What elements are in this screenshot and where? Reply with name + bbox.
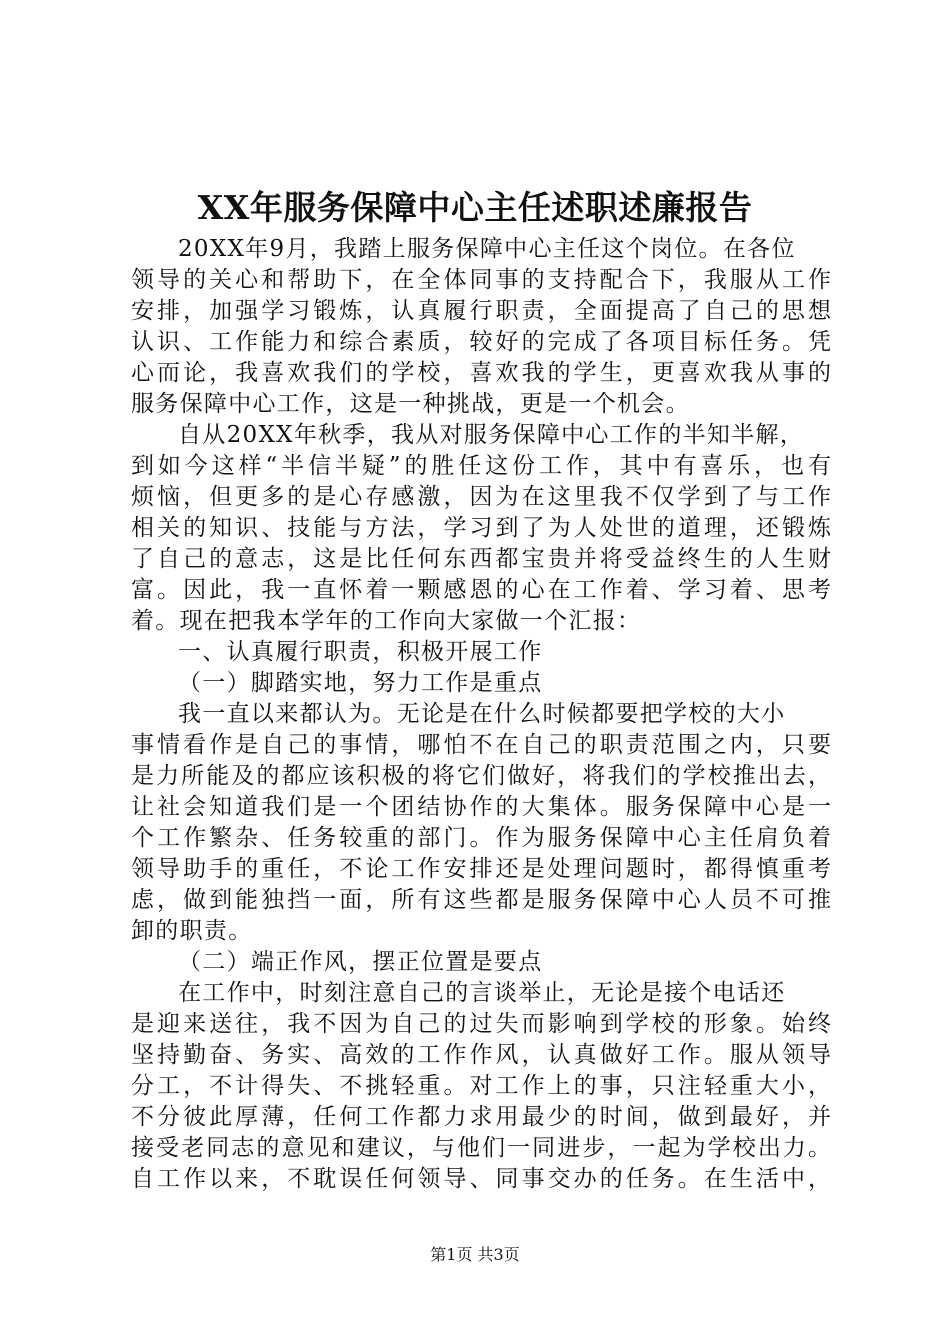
body-line: 相关的知识、技能与方法，学习到了为人处世的道理，还锻炼 (131, 515, 831, 541)
body-line: 安排，加强学习锻炼，认真履行职责，全面提高了自己的思想 (131, 298, 831, 324)
body-line: 到如今这样“半信半疑”的胜任这份工作，其中有喜乐，也有 (131, 453, 831, 479)
body-line: 接受老同志的意见和建议，与他们一同进步，一起为学校出力。 (131, 1135, 831, 1161)
body-line: 领导助手的重任，不论工作安排还是处理问题时，都得慎重考 (131, 856, 831, 882)
body-line: 我一直以来都认为。无论是在什么时候都要把学校的大小 (178, 701, 786, 727)
body-line: 不分彼此厚薄，任何工作都力求用最少的时间，做到最好，并 (131, 1104, 831, 1130)
body-line: 让社会知道我们是一个团结协作的大集体。服务保障中心是一 (131, 794, 831, 820)
body-line: 着。现在把我本学年的工作向大家做一个汇报： (131, 608, 642, 634)
body-line: 烦恼，但更多的是心存感激，因为在这里我不仅学到了与工作 (131, 484, 831, 510)
body-line: 分工，不计得失、不挑轻重。对工作上的事，只注轻重大小， (131, 1073, 831, 1099)
subsection-heading: （二）端正作风，摆正位置是要点 (178, 949, 543, 975)
body-line: 是力所能及的都应该积极的将它们做好，将我们的学校推出去， (131, 763, 831, 789)
subsection-heading: （一）脚踏实地，努力工作是重点 (178, 670, 543, 696)
body-line: 认识、工作能力和综合素质，较好的完成了各项目标任务。凭 (131, 329, 831, 355)
body-line: 了自己的意志，这是比任何东西都宝贵并将受益终生的人生财 (131, 546, 831, 572)
body-line: 自从20XX年秋季，我从对服务保障中心工作的半知半解， (178, 422, 805, 448)
body-line: 领导的关心和帮助下，在全体同事的支持配合下，我服从工作 (131, 267, 831, 293)
body-line: 自工作以来，不耽误任何领导、同事交办的任务。在生活中， (131, 1166, 831, 1192)
body-line: 富。因此，我一直怀着一颗感恩的心在工作着、学习着、思考 (131, 577, 831, 603)
body-line: 事情看作是自己的事情，哪怕不在自己的职责范围之内，只要 (131, 732, 831, 758)
document-title: XX年服务保障中心主任述职述廉报告 (197, 188, 753, 227)
body-line: 在工作中，时刻注意自己的言谈举止，无论是接个电话还 (178, 980, 786, 1006)
body-line: 坚持勤奋、务实、高效的工作作风，认真做好工作。服从领导 (131, 1042, 831, 1068)
body-line: 心而论，我喜欢我们的学校，喜欢我的学生，更喜欢我从事的 (131, 360, 831, 386)
page-footer: 第1页 共3页 (430, 1245, 520, 1264)
body-line: 虑，做到能独挡一面，所有这些都是服务保障中心人员不可推 (131, 887, 831, 913)
body-line: 20XX年9月，我踏上服务保障中心主任这个岗位。在各位 (178, 236, 796, 262)
body-line: 服务保障中心工作，这是一种挑战，更是一个机会。 (131, 391, 690, 417)
body-line: 卸的职责。 (131, 918, 253, 944)
document-body (131, 234, 831, 1195)
body-line: 个工作繁杂、任务较重的部门。作为服务保障中心主任肩负着 (131, 825, 831, 851)
section-heading: 一、认真履行职责，积极开展工作 (178, 639, 543, 665)
body-line: 是迎来送往，我不因为自己的过失而影响到学校的形象。始终 (131, 1011, 831, 1037)
